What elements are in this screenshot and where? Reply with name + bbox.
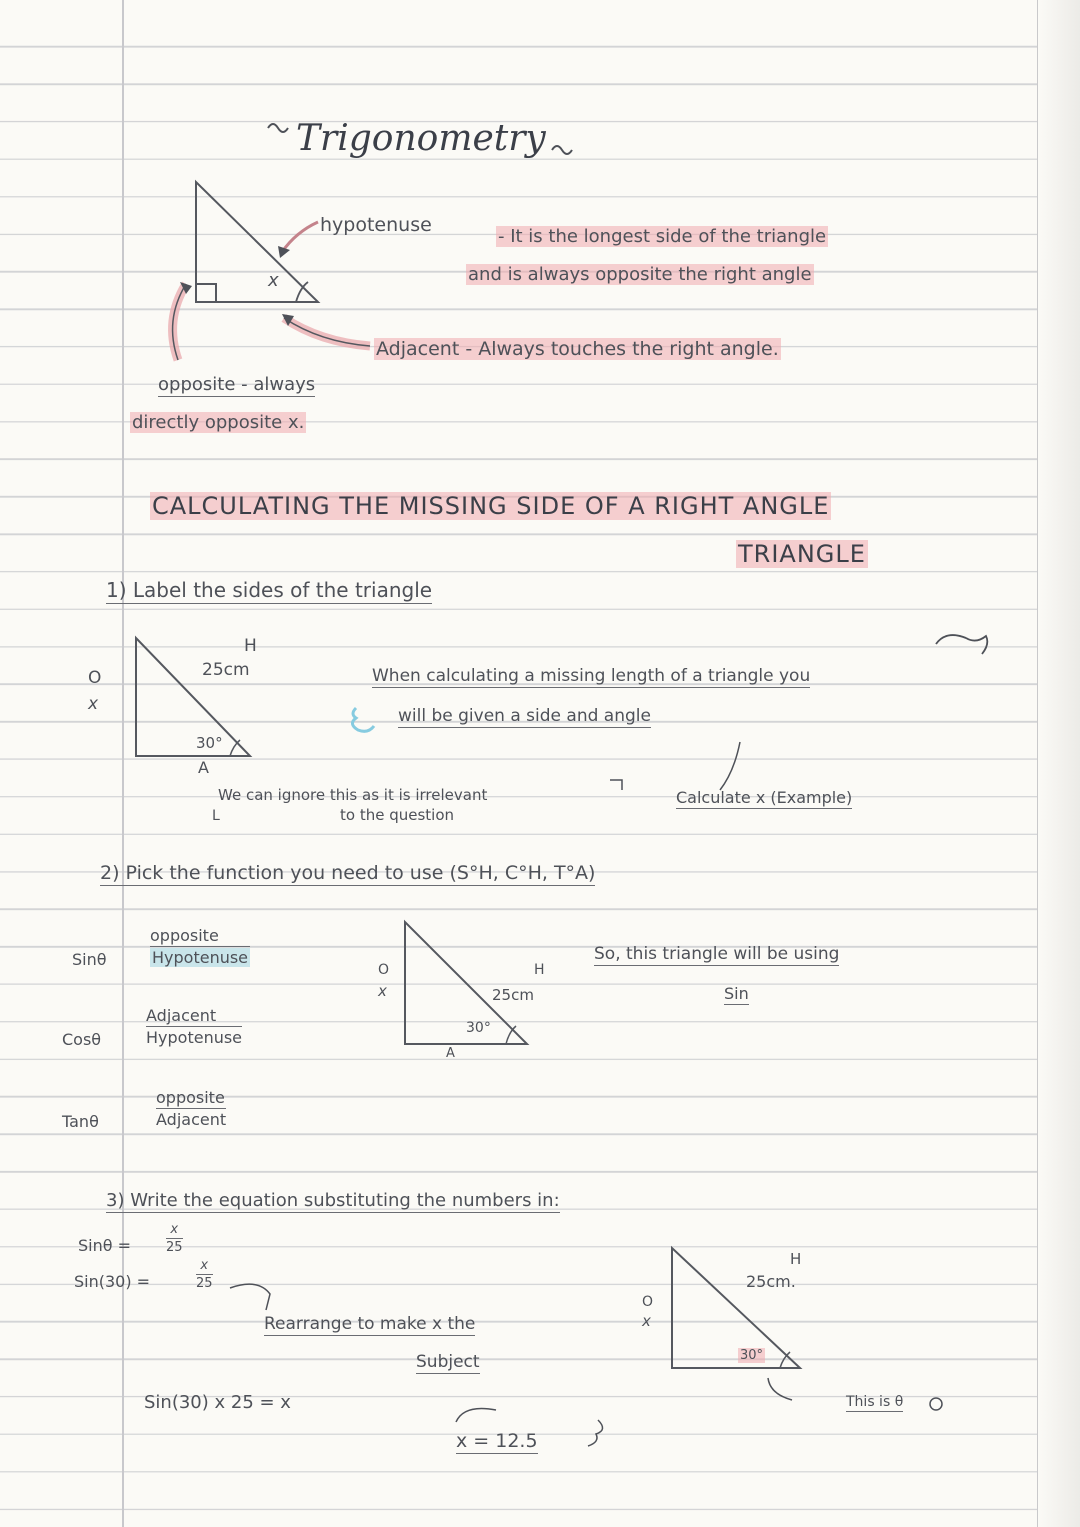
tan-denominator: Adjacent [156,1110,227,1129]
step1-ignore-line1: We can ignore this as it is irrelevant [218,786,488,804]
title-flourish-left-icon [268,124,288,132]
eq1-denominator: 25 [166,1240,183,1255]
step1-note-text: When calculating a missing length of a triangle you [372,666,811,686]
hypotenuse-arrowhead-icon [278,246,290,258]
theta-circle-icon [930,1398,942,1410]
cos-denominator: Hypotenuse [146,1028,243,1047]
theta-arrow-icon [768,1378,792,1400]
angle-arc-1 [296,282,308,302]
step2-conclusion-line1 [594,944,839,964]
angle-arc-3 [506,1026,516,1044]
cos-numerator: Adjacent [146,1006,242,1027]
step2-conclusion-text: So, this triangle will be using [594,944,840,964]
step1-adj-letter-l: L [212,808,220,824]
opposite-arrow [173,284,186,360]
opposite-arrow-line [173,284,186,360]
eq2-lhs: Sin(30) = [74,1272,151,1291]
triangle-2 [136,638,250,756]
section-heading-line1 [150,492,831,520]
step1-calc-text: Calculate x (Example) [676,788,853,807]
eq2-numerator: x [196,1258,213,1275]
eq1-lhs: Sinθ = [78,1236,132,1255]
cos-name: Cosθ [62,1030,102,1049]
opposite-desc-line1 [158,374,315,395]
step1-hyp-letter: H [244,636,257,656]
rearrange-text: Rearrange to make x the [264,1314,476,1334]
hypotenuse-desc-line2 [466,264,814,285]
hypotenuse-desc-text-2: and is always opposite the right angle [468,264,812,285]
adjacent-arrowhead-icon [282,314,294,326]
page-title: Trigonometry [296,118,546,159]
answer-arrow-icon [456,1409,496,1423]
title-flourish-right-icon [552,146,572,154]
step1-hyp-value: 25cm [202,660,250,680]
step1-opp-letter: O [88,668,102,688]
hypotenuse-desc-text: - It is the longest side of the triangle [498,226,827,247]
triangle-4 [672,1248,800,1368]
ignore-bracket-icon [610,780,622,790]
step2-tri-hyp: H [534,962,545,978]
section-heading-text: CALCULATING THE MISSING SIDE OF A RIGHT ANGLE [152,492,830,520]
step1-note-line1 [372,666,810,686]
angle-arc-4 [780,1352,790,1368]
right-angle-mark-1 [196,284,216,302]
step1-adj-letter: A [198,758,209,777]
answer-text: x = 12.5 [456,1430,538,1452]
adjacent-arrow [284,318,370,346]
hypotenuse-desc-line1 [496,226,828,247]
step3-tri-angle-text: 30° [740,1348,764,1363]
step1-ignore-line2: to the question [340,806,455,824]
rearrange-line1 [264,1314,475,1334]
sin-numerator: opposite [150,926,250,947]
eq2-fraction [196,1258,213,1291]
rearrange-arrow-icon [230,1284,270,1310]
step2-conclusion-line2 [724,984,749,1003]
adjacent-arrow-line [284,318,370,346]
sin-fraction [150,926,250,967]
eq2-denominator: 25 [196,1276,213,1291]
note-squiggle-left-icon [936,635,987,654]
step3-tri-hyp: H [790,1250,802,1268]
tan-fraction [156,1088,226,1129]
step2-tri-angle: 30° [466,1020,491,1036]
hypotenuse-label: hypotenuse [320,214,432,236]
triangle-1 [196,182,318,302]
step3-label-text: 3) Write the equation substituting the numbers in: [106,1190,560,1211]
diagram1-x-label: x [268,270,279,291]
tan-numerator: opposite [156,1088,225,1107]
step2-conclusion-text-2: Sin [724,984,749,1003]
step2-tri-adj: A [446,1046,455,1061]
adjacent-desc-text: Adjacent - Always touches the right angle. [376,338,779,360]
opposite-desc-text: opposite - always [158,374,316,395]
sin-name: Sinθ [72,950,107,969]
step1-x-label: x [88,694,99,714]
step2-label [100,862,595,884]
opposite-desc-text-2: directly opposite x. [132,412,305,433]
note-brace-icon [352,708,374,731]
margin-line [122,0,124,1527]
tan-name: Tanθ [62,1112,99,1131]
step1-note-text-2: will be given a side and angle [398,706,651,726]
step3-label [106,1190,560,1211]
theta-note-text: This is θ [846,1394,904,1410]
cos-fraction [146,1006,242,1047]
opposite-desc-line2 [130,412,306,433]
step1-note-line2 [398,706,651,726]
answer [456,1430,538,1452]
step3-tri-opp: O [642,1294,654,1310]
sin-denominator-wrap [150,947,250,967]
calc-arrow-icon [720,742,740,790]
eq1-numerator: x [166,1222,183,1239]
step3-tri-hyp-value: 25cm. [746,1272,796,1291]
theta-note [846,1394,903,1410]
rearrange-text-2: Subject [416,1352,480,1372]
section-heading-line2 [736,540,868,568]
step2-tri-x: x [378,982,387,1000]
step2-tri-opp: O [378,962,390,978]
page-edge [1037,0,1080,1527]
angle-arc-2 [230,740,240,756]
eq3: Sin(30) x 25 = x [144,1392,291,1413]
section-heading-text-2: TRIANGLE [738,540,866,568]
hypotenuse-arrow [282,222,318,252]
opposite-arrowhead-icon [180,282,192,294]
step3-tri-x: x [642,1312,651,1330]
step1-label-text: 1) Label the sides of the triangle [106,578,433,602]
eq1-fraction [166,1222,183,1255]
step2-label-text: 2) Pick the function you need to use (S°H, C°H, T°A) [100,862,596,884]
sin-denominator: Hypotenuse [152,948,249,967]
step1-calc-note [676,788,852,807]
answer-squiggle-icon [588,1420,603,1446]
step1-angle: 30° [196,734,223,752]
rearrange-line2 [416,1352,480,1372]
step3-tri-angle [738,1348,765,1363]
step1-label [106,578,432,602]
step2-tri-hyp-value: 25cm [492,986,534,1004]
adjacent-desc [374,338,781,360]
